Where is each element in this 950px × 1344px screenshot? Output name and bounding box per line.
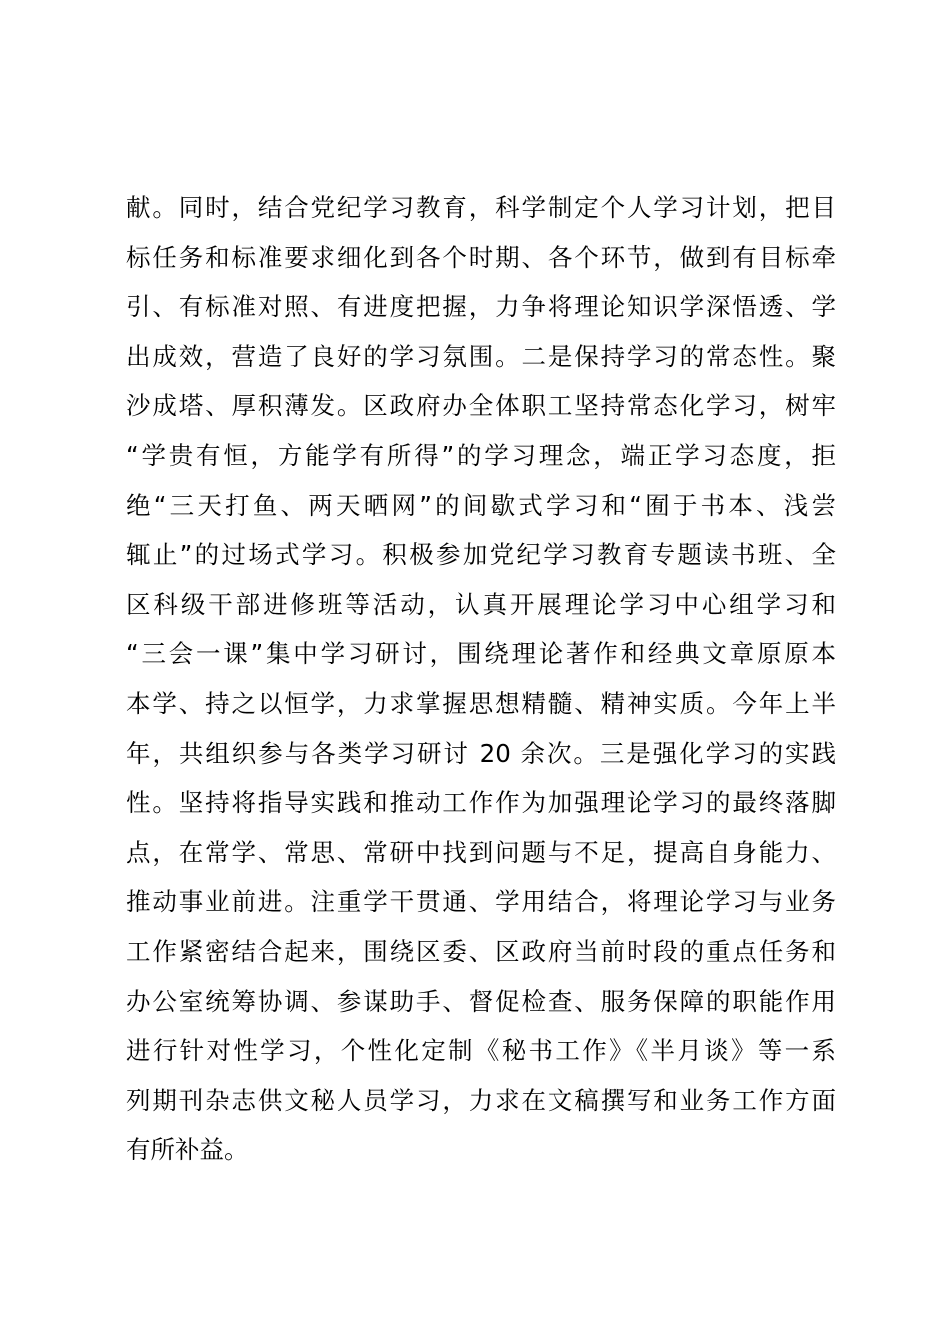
text-line: “三会一课”集中学习研讨，围绕理论著作和经典文章原原本 — [126, 639, 836, 669]
text-line: 办公室统筹协调、参谋助手、督促检查、服务保障的职能作用 — [126, 986, 836, 1016]
text-line: 有所补益。 — [126, 1135, 249, 1165]
text-line: 献。同时，结合党纪学习教育，科学制定个人学习计划，把目 — [126, 193, 836, 222]
text-line: “学贵有恒，方能学有所得”的学习理念，端正学习态度，拒 — [126, 440, 836, 470]
text-line: 引、有标准对照、有进度把握，力争将理论知识学深悟透、学 — [126, 292, 836, 322]
text-line: 出成效，营造了良好的学习氛围。二是保持学习的常态性。聚 — [126, 341, 836, 371]
body-paragraph — [126, 183, 836, 1175]
text-line: 工作紧密结合起来，围绕区委、区政府当前时段的重点任务和 — [126, 936, 836, 966]
text-line: 标任务和标准要求细化到各个时期、各个环节，做到有目标牵 — [126, 242, 836, 272]
text-line: 沙成塔、厚积薄发。区政府办全体职工坚持常态化学习，树牢 — [126, 391, 836, 421]
text-line: 年，共组织参与各类学习研讨 20 余次。三是强化学习的实践 — [126, 738, 836, 768]
text-line: 绝“三天打鱼、两天晒网”的间歇式学习和“囿于书本、浅尝 — [126, 490, 836, 520]
text-line: 辄止”的过场式学习。积极参加党纪学习教育专题读书班、全 — [126, 540, 836, 570]
text-line: 性。坚持将指导实践和推动工作作为加强理论学习的最终落脚 — [126, 788, 836, 818]
text-line: 本学、持之以恒学，力求掌握思想精髓、精神实质。今年上半 — [126, 688, 836, 718]
text-line: 列期刊杂志供文秘人员学习，力求在文稿撰写和业务工作方面 — [126, 1085, 836, 1115]
text-line: 推动事业前进。注重学干贯通、学用结合，将理论学习与业务 — [126, 887, 836, 917]
text-line: 区科级干部进修班等活动，认真开展理论学习中心组学习和 — [126, 589, 836, 619]
text-line: 进行针对性学习，个性化定制《秘书工作》《半月谈》等一系 — [126, 1036, 836, 1066]
text-line: 点，在常学、常思、常研中找到问题与不足，提高自身能力、 — [126, 837, 836, 867]
